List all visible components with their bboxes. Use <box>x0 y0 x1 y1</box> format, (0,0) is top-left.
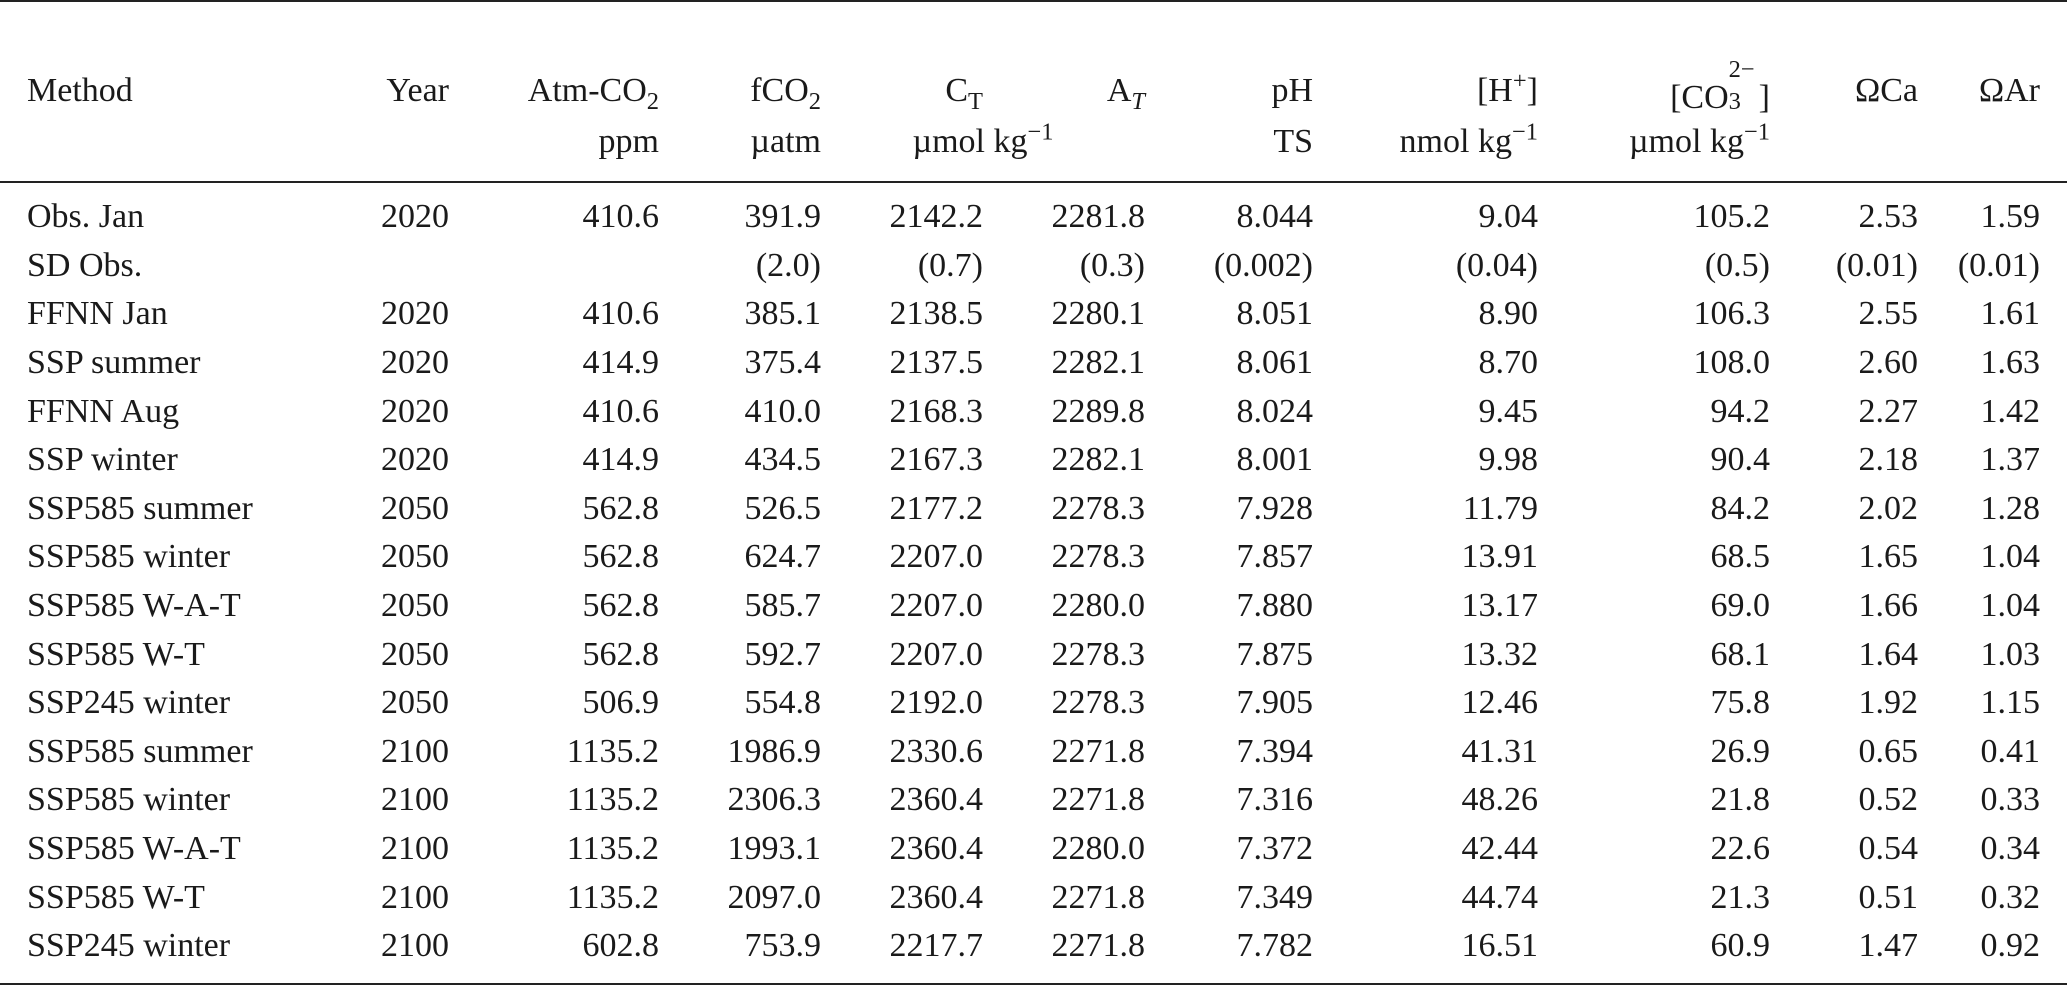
cell-at: 2280.0 <box>1051 830 1145 868</box>
cell-atm-co2: 562.8 <box>582 489 659 527</box>
cell-ct: 2207.0 <box>889 538 983 576</box>
cell-method: FFNN Aug <box>27 392 180 430</box>
cell-year: 2100 <box>381 732 449 770</box>
cell-fco2: 375.4 <box>744 344 821 382</box>
cell-ph: 8.024 <box>1236 392 1313 430</box>
cell-co3: 84.2 <box>1710 489 1770 527</box>
cell-omega-ca: (0.01) <box>1835 246 1918 284</box>
cell-at: 2271.8 <box>983 922 1145 984</box>
cell-h: (0.04) <box>1455 246 1538 284</box>
cell-ct: 2207.0 <box>889 587 983 625</box>
cell-year: 2050 <box>381 538 449 576</box>
cell-at: 2282.1 <box>1051 344 1145 382</box>
cell-atm-co2 <box>449 242 659 291</box>
cell-year: 2020 <box>381 441 449 479</box>
cell-omega-ar: 0.33 <box>1980 781 2040 819</box>
cell-ct: 2142.2 <box>889 198 983 236</box>
cell-omega-ca: 1.65 <box>1858 538 1918 576</box>
table-row <box>0 485 2067 534</box>
cell-ct: 2177.2 <box>889 489 983 527</box>
cell-atm-co2: 1135.2 <box>566 781 659 819</box>
cell-omega-ar: 1.04 <box>1980 587 2040 625</box>
cell-h: 11.79 <box>1462 489 1538 527</box>
col-header-omega-ar: ΩAr <box>1978 72 2040 109</box>
cell-year: 2020 <box>381 392 449 430</box>
table-row <box>0 533 2067 582</box>
cell-at: 2278.3 <box>1051 489 1145 527</box>
cell-at: 2280.1 <box>1051 295 1145 333</box>
cell-at: 2278.3 <box>1051 635 1145 673</box>
cell-h: 8.70 <box>1478 344 1538 382</box>
cell-omega-ar: 1.42 <box>1980 392 2040 430</box>
col-header-ct: $C_T$ <box>945 72 983 115</box>
cell-fco2: 526.5 <box>744 489 821 527</box>
cell-method: SSP585 winter <box>27 538 231 576</box>
cell-h: 44.74 <box>1461 878 1538 916</box>
cell-co3: 105.2 <box>1693 198 1770 236</box>
cell-co3: 69.0 <box>1710 587 1770 625</box>
cell-fco2: 391.9 <box>744 198 821 236</box>
cell-at: 2278.3 <box>1051 538 1145 576</box>
cell-ct: 2360.4 <box>889 830 983 868</box>
cell-omega-ca: 0.54 <box>1858 830 1918 868</box>
cell-omega-ar: 0.34 <box>1980 830 2040 868</box>
cell-atm-co2: 1135.2 <box>566 732 659 770</box>
col-header-ph: pH <box>1271 72 1313 109</box>
cell-h: 13.32 <box>1461 635 1538 673</box>
table-row <box>0 339 2067 388</box>
unit-ph: TS <box>1145 115 1313 182</box>
cell-year: 2050 <box>381 587 449 625</box>
cell-year: 2050 <box>381 489 449 527</box>
cell-atm-co2: 410.6 <box>582 198 659 236</box>
col-header-atm-co2: Atm-$CO_2$ <box>527 72 659 115</box>
cell-method: SSP585 winter <box>27 781 231 819</box>
col-header-year: Year <box>386 72 449 109</box>
cell-omega-ca: 2.18 <box>1858 441 1918 479</box>
col-header-h: [H+] <box>1476 67 1538 109</box>
unit-h: nmol $kg^{-1}$ <box>1313 115 1538 182</box>
cell-omega-ca: 1.66 <box>1858 587 1918 625</box>
cell-h: 8.90 <box>1478 295 1538 333</box>
cell-omega-ar: 1.61 <box>1980 295 2040 333</box>
col-header-co3: [CO 2− 3 ] <box>1670 56 1770 116</box>
cell-h: 9.98 <box>1478 441 1538 479</box>
cell-ct: 2330.6 <box>889 732 983 770</box>
cell-co3: 75.8 <box>1710 684 1770 722</box>
cell-ct: 2167.3 <box>889 441 983 479</box>
header-row-names <box>0 2 2067 115</box>
table-row <box>0 728 2067 777</box>
cell-fco2: 434.5 <box>744 441 821 479</box>
cell-fco2: 410.0 <box>744 392 821 430</box>
cell-method: SD Obs. <box>27 246 143 284</box>
cell-fco2: 2097.0 <box>727 878 821 916</box>
cell-h: 9.45 <box>1478 392 1538 430</box>
cell-year: 2020 <box>381 295 449 333</box>
col-header-omega-ca: ΩCa <box>1854 72 1918 109</box>
cell-ph: 7.905 <box>1236 684 1313 722</box>
cell-at: 2289.8 <box>1051 392 1145 430</box>
unit-atm-co2: ppm <box>449 115 659 182</box>
cell-ph: 8.001 <box>1236 441 1313 479</box>
cell-ph: 7.875 <box>1236 635 1313 673</box>
cell-h: 48.26 <box>1461 781 1538 819</box>
cell-at: 2278.3 <box>1051 684 1145 722</box>
cell-atm-co2: 410.6 <box>582 392 659 430</box>
table-row <box>0 290 2067 339</box>
cell-omega-ca: 1.92 <box>1858 684 1918 722</box>
cell-omega-ar: 1.37 <box>1980 441 2040 479</box>
cell-atm-co2: 410.6 <box>582 295 659 333</box>
cell-fco2: (2.0) <box>755 246 821 284</box>
cell-fco2: 554.8 <box>744 684 821 722</box>
cell-atm-co2: 414.9 <box>582 441 659 479</box>
cell-year: 2100 <box>327 922 449 984</box>
cell-at: 2281.8 <box>1051 198 1145 236</box>
table-row <box>0 922 2067 984</box>
cell-omega-ar: 1.63 <box>1980 344 2040 382</box>
cell-at: 2280.0 <box>1051 587 1145 625</box>
unit-co3: µmol $kg^{-1}$ <box>1538 115 1770 182</box>
cell-co3: 60.9 <box>1538 922 1770 984</box>
cell-ph: 8.044 <box>1236 198 1313 236</box>
cell-at: 2282.1 <box>1051 441 1145 479</box>
cell-atm-co2: 562.8 <box>582 635 659 673</box>
col-header-method: Method <box>27 72 133 109</box>
table-row <box>0 825 2067 874</box>
cell-omega-ca: 2.55 <box>1858 295 1918 333</box>
cell-method: SSP585 W-A-T <box>27 587 241 625</box>
cell-at: 2271.8 <box>1051 878 1145 916</box>
cell-omega-ar: 0.32 <box>1980 878 2040 916</box>
table-row <box>0 776 2067 825</box>
cell-ph: 7.880 <box>1236 587 1313 625</box>
cell-h: 9.04 <box>1478 198 1538 236</box>
table-row <box>0 387 2067 436</box>
cell-co3: 68.1 <box>1710 635 1770 673</box>
cell-co3: 21.8 <box>1710 781 1770 819</box>
cell-method: Obs. Jan <box>27 198 145 236</box>
cell-h: 41.31 <box>1461 732 1538 770</box>
cell-co3: 90.4 <box>1710 441 1770 479</box>
cell-fco2: 2306.3 <box>727 781 821 819</box>
table-row <box>0 582 2067 631</box>
col-header-fco2: fCO$_2$ <box>750 72 821 115</box>
unit-ct-at: µmol $kg^{-1}$ <box>821 115 1145 182</box>
cell-fco2: 592.7 <box>744 635 821 673</box>
cell-fco2: 1986.9 <box>727 732 821 770</box>
cell-year: 2100 <box>381 878 449 916</box>
cell-ct: (0.7) <box>917 246 983 284</box>
cell-co3: 106.3 <box>1693 295 1770 333</box>
cell-omega-ar: 1.03 <box>1980 635 2040 673</box>
cell-co3: 22.6 <box>1710 830 1770 868</box>
cell-atm-co2: 1135.2 <box>566 830 659 868</box>
cell-fco2: 1993.1 <box>727 830 821 868</box>
cell-co3: (0.5) <box>1704 246 1770 284</box>
cell-at: 2271.8 <box>1051 732 1145 770</box>
cell-omega-ca: 2.53 <box>1858 198 1918 236</box>
cell-ph: 7.316 <box>1236 781 1313 819</box>
col-header-at: $A_T$ <box>1106 72 1145 115</box>
cell-method: SSP585 W-T <box>27 635 205 673</box>
cell-omega-ar: 1.28 <box>1980 489 2040 527</box>
cell-year: 2100 <box>381 781 449 819</box>
cell-method: SSP585 W-A-T <box>27 830 241 868</box>
cell-method: SSP585 summer <box>27 732 253 770</box>
cell-ph: 7.857 <box>1236 538 1313 576</box>
table-row <box>0 182 2067 242</box>
cell-year <box>327 242 449 291</box>
cell-omega-ca: 0.65 <box>1858 732 1918 770</box>
cell-ph: 7.349 <box>1236 878 1313 916</box>
table-header <box>0 1 2067 182</box>
cell-year: 2050 <box>381 684 449 722</box>
cell-fco2: 585.7 <box>744 587 821 625</box>
cell-fco2: 385.1 <box>744 295 821 333</box>
cell-year: 2020 <box>381 198 449 236</box>
cell-omega-ar: 1.59 <box>1980 198 2040 236</box>
cell-method: SSP winter <box>27 441 178 479</box>
cell-omega-ar: 1.04 <box>1980 538 2040 576</box>
table-row <box>0 436 2067 485</box>
cell-h: 13.17 <box>1461 587 1538 625</box>
cell-omega-ca: 2.60 <box>1858 344 1918 382</box>
cell-h: 42.44 <box>1461 830 1538 868</box>
cell-omega-ar: (0.01) <box>1957 246 2040 284</box>
cell-atm-co2: 602.8 <box>449 922 659 984</box>
cell-fco2: 753.9 <box>659 922 821 984</box>
cell-ph: 7.782 <box>1145 922 1313 984</box>
table-row <box>0 679 2067 728</box>
cell-omega-ar: 0.41 <box>1980 732 2040 770</box>
cell-method: SSP245 winter <box>27 684 231 722</box>
cell-ct: 2168.3 <box>889 392 983 430</box>
cell-atm-co2: 414.9 <box>582 344 659 382</box>
cell-ph: 7.928 <box>1236 489 1313 527</box>
cell-omega-ca: 0.52 <box>1858 781 1918 819</box>
cell-h: 12.46 <box>1461 684 1538 722</box>
cell-omega-ca: 1.47 <box>1770 922 1918 984</box>
table-row <box>0 242 2067 291</box>
cell-ph: 8.051 <box>1236 295 1313 333</box>
cell-at: (0.3) <box>1079 246 1145 284</box>
cell-ct: 2207.0 <box>889 635 983 673</box>
cell-ph: 8.061 <box>1236 344 1313 382</box>
table-row <box>0 873 2067 922</box>
cell-fco2: 624.7 <box>744 538 821 576</box>
cell-ct: 2360.4 <box>889 878 983 916</box>
table-body <box>0 182 2067 984</box>
cell-method: FFNN Jan <box>27 295 168 333</box>
table-row <box>0 630 2067 679</box>
cell-method: SSP585 summer <box>27 489 253 527</box>
cell-ph: (0.002) <box>1213 246 1313 284</box>
cell-atm-co2: 562.8 <box>582 538 659 576</box>
cell-atm-co2: 506.9 <box>582 684 659 722</box>
header-row-units <box>0 115 2067 182</box>
cell-ct: 2138.5 <box>889 295 983 333</box>
cell-ph: 7.372 <box>1236 830 1313 868</box>
cell-co3: 108.0 <box>1693 344 1770 382</box>
cell-year: 2050 <box>381 635 449 673</box>
cell-co3: 94.2 <box>1710 392 1770 430</box>
cell-atm-co2: 1135.2 <box>566 878 659 916</box>
cell-year: 2020 <box>381 344 449 382</box>
cell-ph: 7.394 <box>1236 732 1313 770</box>
cell-omega-ca: 2.27 <box>1858 392 1918 430</box>
cell-ct: 2360.4 <box>889 781 983 819</box>
cell-ct: 2137.5 <box>889 344 983 382</box>
cell-method: SSP585 W-T <box>27 878 205 916</box>
unit-fco2: µatm <box>659 115 821 182</box>
cell-co3: 26.9 <box>1710 732 1770 770</box>
cell-omega-ca: 0.51 <box>1858 878 1918 916</box>
cell-year: 2100 <box>381 830 449 868</box>
cell-method: SSP245 winter <box>0 922 327 984</box>
cell-omega-ca: 1.64 <box>1858 635 1918 673</box>
cell-atm-co2: 562.8 <box>582 587 659 625</box>
cell-h: 13.91 <box>1461 538 1538 576</box>
cell-omega-ca: 2.02 <box>1858 489 1918 527</box>
cell-omega-ar: 0.92 <box>1918 922 2067 984</box>
cell-omega-ar: 1.15 <box>1980 684 2040 722</box>
cell-ct: 2192.0 <box>889 684 983 722</box>
cell-co3: 21.3 <box>1710 878 1770 916</box>
cell-h: 16.51 <box>1313 922 1538 984</box>
cell-ct: 2217.7 <box>821 922 983 984</box>
cell-co3: 68.5 <box>1710 538 1770 576</box>
cell-at: 2271.8 <box>1051 781 1145 819</box>
cell-method: SSP summer <box>27 344 201 382</box>
